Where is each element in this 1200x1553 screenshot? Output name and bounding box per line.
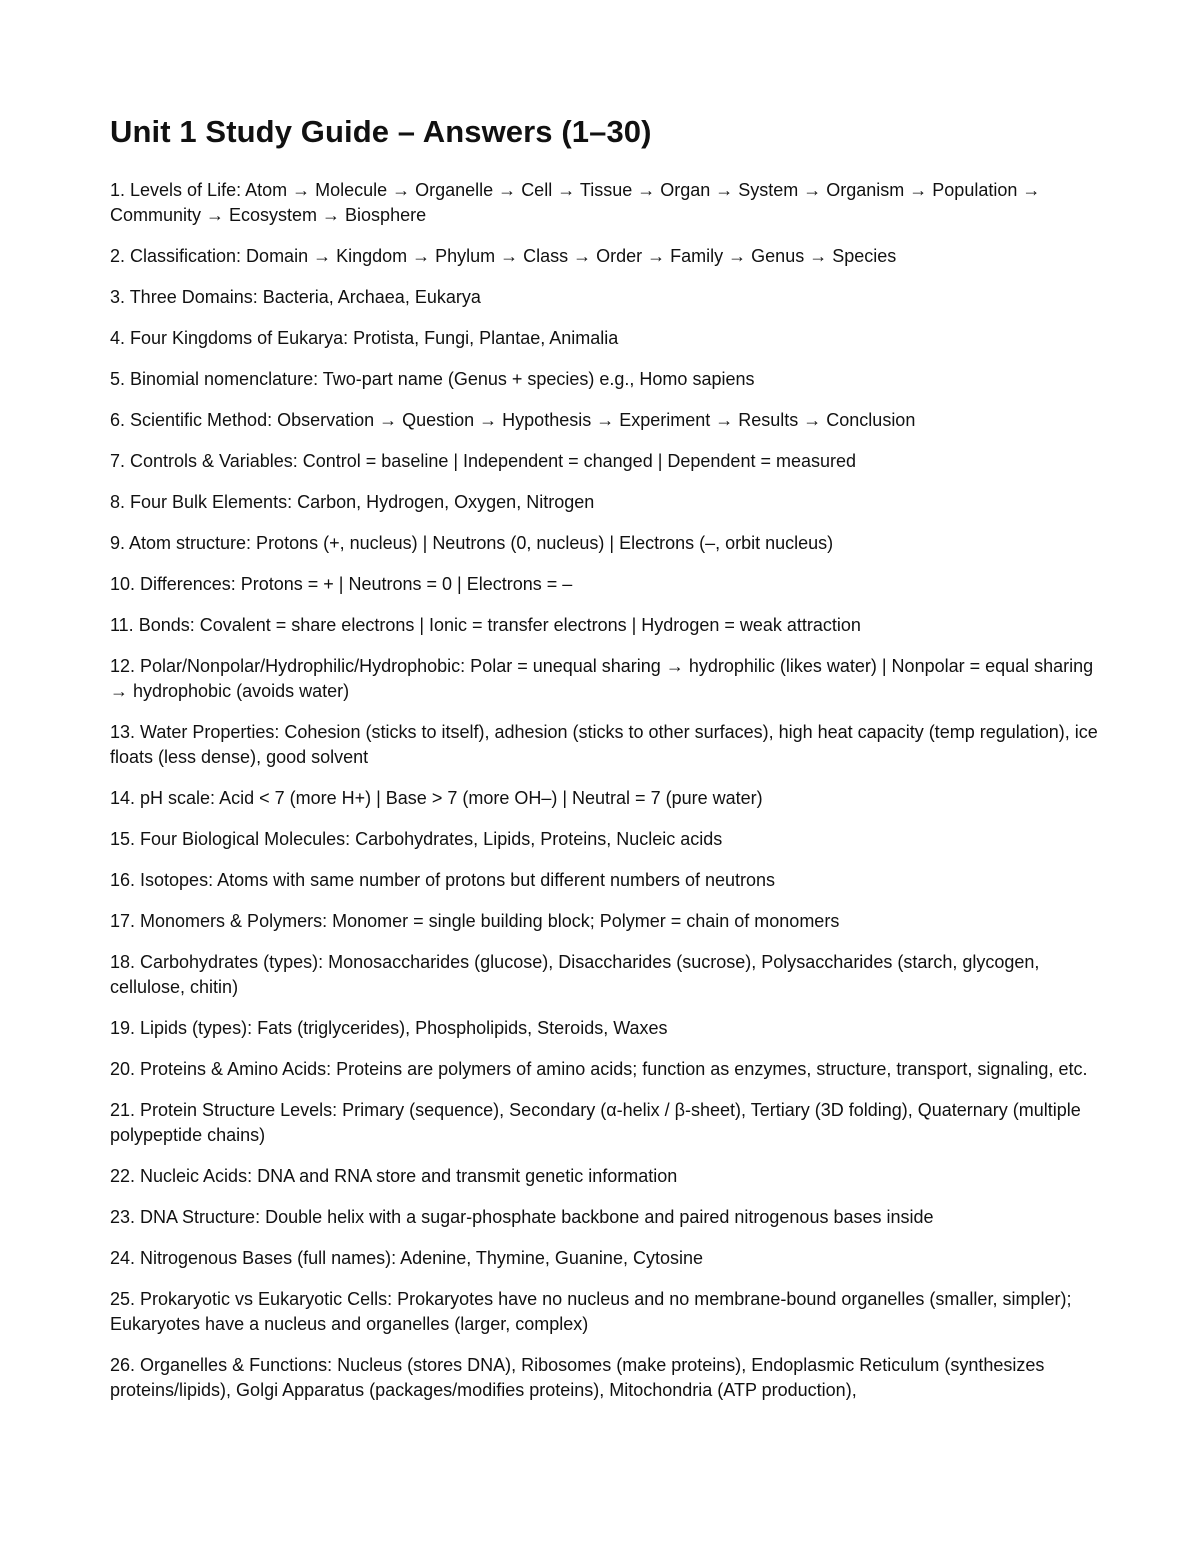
list-item: 23. DNA Structure: Double helix with a sugar-phosphate backbone and paired nitrogenous bases inside <box>110 1207 934 1227</box>
list-item: 10. Differences: Protons = + | Neutrons = 0 | Electrons = – <box>110 574 573 594</box>
list-item: 2. Classification: Domain → Kingdom → Phylum → Class → Order → Family → Genus → Species <box>110 246 897 266</box>
page-title: Unit 1 Study Guide – Answers (1–30) <box>110 114 652 149</box>
list-item: 22. Nucleic Acids: DNA and RNA store and transmit genetic information <box>110 1166 678 1186</box>
list-item: 18. Carbohydrates (types): Monosaccharides (glucose), Disaccharides (sucrose), Polysaccharides (starch, glycogen, cellulose, chitin) <box>110 952 1040 997</box>
list-item: 12. Polar/Nonpolar/Hydrophilic/Hydrophobic: Polar = unequal sharing → hydrophilic (likes water) | Nonpolar = equal sharing → hydrophobic (avoids water) <box>110 656 1094 701</box>
list-item: 17. Monomers & Polymers: Monomer = single building block; Polymer = chain of monomers <box>110 911 840 931</box>
list-item: 15. Four Biological Molecules: Carbohydrates, Lipids, Proteins, Nucleic acids <box>110 829 723 849</box>
list-item: 8. Four Bulk Elements: Carbon, Hydrogen, Oxygen, Nitrogen <box>110 492 595 512</box>
list-item: 26. Organelles & Functions: Nucleus (stores DNA), Ribosomes (make proteins), Endoplasmic Reticulum (synthesizes proteins/lipids), Golgi Apparatus (packages/modifies proteins), Mitochondria (ATP production), <box>110 1355 1045 1400</box>
list-item: 7. Controls & Variables: Control = baseline | Independent = changed | Dependent = measured <box>110 451 857 471</box>
list-item: 5. Binomial nomenclature: Two-part name (Genus + species) e.g., Homo sapiens <box>110 369 755 389</box>
list-item: 1. Levels of Life: Atom → Molecule → Organelle → Cell → Tissue → Organ → System → Organism → Population → Community → Ecosystem → Biosphere <box>110 180 1041 225</box>
list-item: 3. Three Domains: Bacteria, Archaea, Eukarya <box>110 287 481 307</box>
list-item: 11. Bonds: Covalent = share electrons | Ionic = transfer electrons | Hydrogen = weak attraction <box>110 615 861 635</box>
list-item: 16. Isotopes: Atoms with same number of protons but different numbers of neutrons <box>110 870 776 890</box>
list-item: 19. Lipids (types): Fats (triglycerides), Phospholipids, Steroids, Waxes <box>110 1018 668 1038</box>
list-item: 4. Four Kingdoms of Eukarya: Protista, Fungi, Plantae, Animalia <box>110 328 619 348</box>
list-item: 20. Proteins & Amino Acids: Proteins are polymers of amino acids; function as enzymes, structure, transport, signaling, etc. <box>110 1059 1088 1079</box>
list-item: 9. Atom structure: Protons (+, nucleus) | Neutrons (0, nucleus) | Electrons (–, orbit nucleus) <box>110 533 834 553</box>
list-item: 24. Nitrogenous Bases (full names): Adenine, Thymine, Guanine, Cytosine <box>110 1248 703 1268</box>
list-item: 14. pH scale: Acid < 7 (more H+) | Base > 7 (more OH–) | Neutral = 7 (pure water) <box>110 788 763 808</box>
list-item: 21. Protein Structure Levels: Primary (sequence), Secondary (α-helix / β-sheet), Tertiary (3D folding), Quaternary (multiple polypeptide chains) <box>110 1100 1081 1145</box>
list-item: 6. Scientific Method: Observation → Question → Hypothesis → Experiment → Results → Conclusion <box>110 410 916 430</box>
list-item: 13. Water Properties: Cohesion (sticks to itself), adhesion (sticks to other surfaces), high heat capacity (temp regulation), ice floats (less dense), good solvent <box>110 722 1098 767</box>
answer-list <box>110 178 1100 1403</box>
document-page <box>110 112 1100 1419</box>
list-item: 25. Prokaryotic vs Eukaryotic Cells: Prokaryotes have no nucleus and no membrane-bound organelles (smaller, simpler); Eukaryotes have a nucleus and organelles (larger, complex) <box>110 1289 1072 1334</box>
